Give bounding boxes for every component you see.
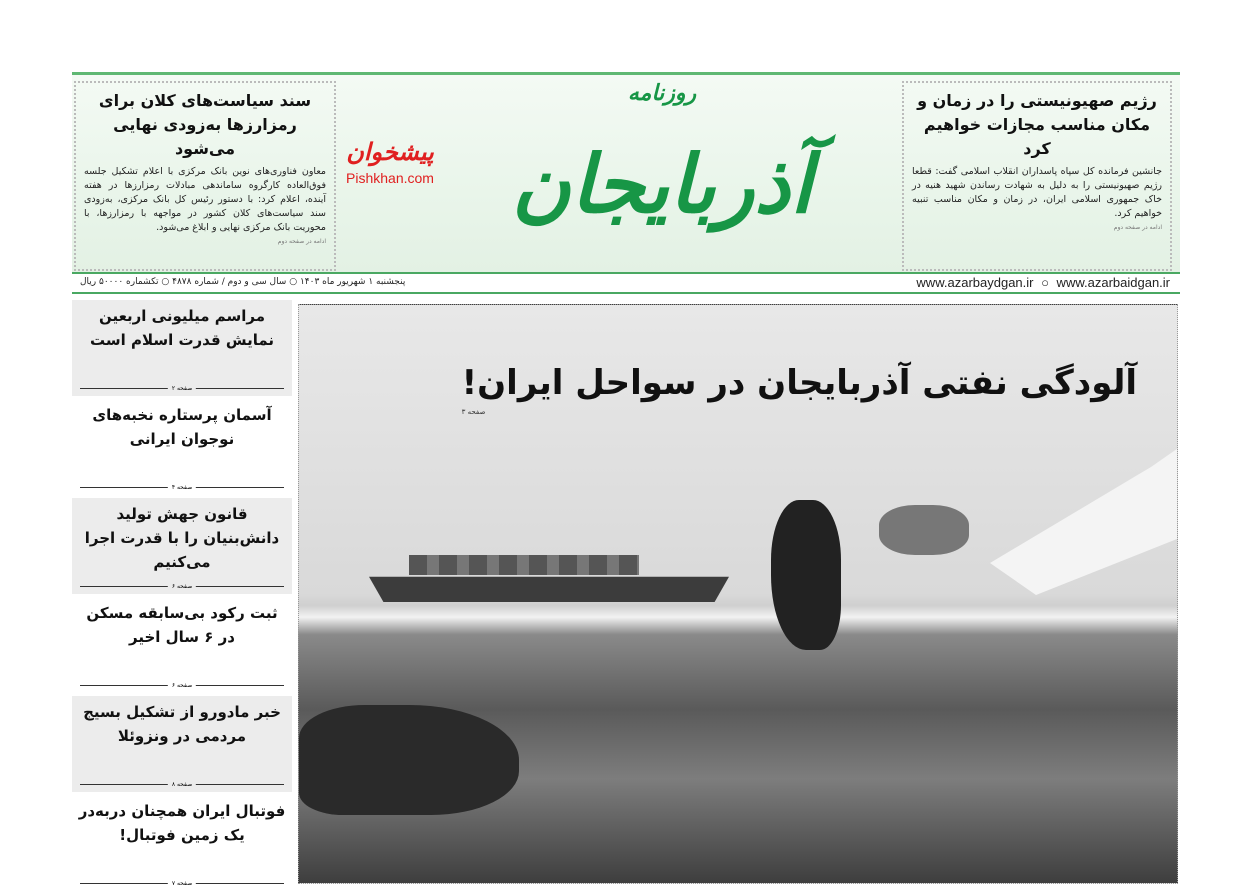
sidebar-story-title: ثبت رکود بی‌سابقه مسکن در ۶ سال اخیر (86, 604, 278, 646)
page-ref-label: صفحه ۴ (168, 483, 196, 492)
issue-info-bar (72, 272, 1180, 294)
story-headline: سند سیاست‌های کلان برای رمزارزها به‌زودی نهایی می‌شود (98, 91, 312, 158)
sidebar-story-title: آسمان پرستاره نخبه‌های نوجوان ایرانی (92, 406, 272, 448)
main-page-ref: صفحه ۳ (461, 408, 486, 416)
sidebar-story-title: قانون جهش تولید دانش‌بنیان را با قدرت اجرا می‌کنیم (84, 505, 280, 571)
sidebar-story[interactable] (72, 696, 292, 792)
page-ref (80, 583, 284, 590)
watermark-fa: پیشخوان (346, 138, 434, 166)
page-ref (80, 781, 284, 788)
pishkhan-watermark (340, 135, 440, 187)
sidebar-story[interactable] (72, 597, 292, 693)
issue-date: پنجشنبه ۱ شهریور ماه ۱۴۰۳ ○ سال سی و دوم / شماره ۴۸۷۸ ○ تکشماره ۵۰۰۰۰ ریال (80, 277, 406, 287)
story-body: جانشین فرمانده کل سپاه پاسداران انقلاب اسلامی گفت: قطعا رژیم صهیونیستی را به دلیل به شهادت رساندن شهید هنیه در خاک جمهوری اسلامی ایران، در زمان و مکان مناسب تنبیه خواهیم کرد. (912, 166, 1162, 219)
oil-clump (771, 500, 841, 650)
sidebar-story[interactable] (72, 399, 292, 495)
main-story-photo[interactable] (298, 304, 1178, 884)
protective-suit-arm (967, 435, 1178, 595)
sidebar-story-title: خبر مادورو از تشکیل بسیج مردمی در ونزوئلا (83, 703, 281, 745)
top-story-left[interactable] (74, 81, 336, 271)
continued-note: ادامه در صفحه دوم (1113, 224, 1162, 231)
page-ref-label: صفحه ۶ (168, 582, 196, 591)
page-ref (80, 880, 284, 887)
newspaper-logo (442, 79, 882, 271)
main-headline-block (462, 360, 1137, 418)
page-ref-label: صفحه ۲ (168, 384, 196, 393)
page-ref (80, 484, 284, 491)
sidebar-story[interactable] (72, 300, 292, 396)
page-ref-label: صفحه ۸ (168, 780, 196, 789)
gloved-hand (879, 505, 969, 555)
watermark-en: Pishkhan.com (346, 170, 434, 186)
masthead (72, 72, 1180, 272)
sidebar-story-title: فوتبال ایران همچنان دربه‌در یک زمین فوتبال! (78, 802, 286, 844)
sidebar-story[interactable] (72, 795, 292, 891)
newspaper-front-page (72, 72, 1180, 892)
top-story-right[interactable] (902, 81, 1172, 271)
main-headline: آلودگی نفتی آذربایجان در سواحل ایران! (461, 363, 1137, 403)
sidebar-story-title: مراسم میلیونی اربعین نمایش قدرت اسلام است (89, 307, 275, 349)
logo-name: آذربایجان (511, 137, 813, 231)
website-links[interactable]: www.azarbaydgan.ir ○ www.azarbaidgan.ir (916, 275, 1170, 290)
logo-subtitle: روزنامه (627, 81, 697, 106)
page-ref (80, 682, 284, 689)
continued-note: ادامه در صفحه دوم (277, 238, 326, 245)
page-ref-label: صفحه ۷ (168, 879, 196, 888)
page-ref-label: صفحه ۶ (168, 681, 196, 690)
sidebar-headlines (72, 300, 292, 890)
shore-rock (299, 705, 519, 815)
page-ref (80, 385, 284, 392)
story-headline: رژیم صهیونیستی را در زمان و مکان مناسب مجازات خواهیم کرد (917, 91, 1157, 158)
ship-containers (409, 555, 639, 575)
sidebar-story[interactable] (72, 498, 292, 594)
story-body: معاون فناوری‌های نوین بانک مرکزی با اعلام تشکیل جلسه فوق‌العاده کارگروه ساماندهی مبادلات رمزارزها در هفته آینده، اعلام کرد: با دستور رئیس کل بانک مرکزی، به‌زودی سند سیاست‌های کلان کشور در مواجهه با رمزارزها، با محوریت بانک مرکزی نهایی و ابلاغ می‌شود. (84, 166, 326, 233)
